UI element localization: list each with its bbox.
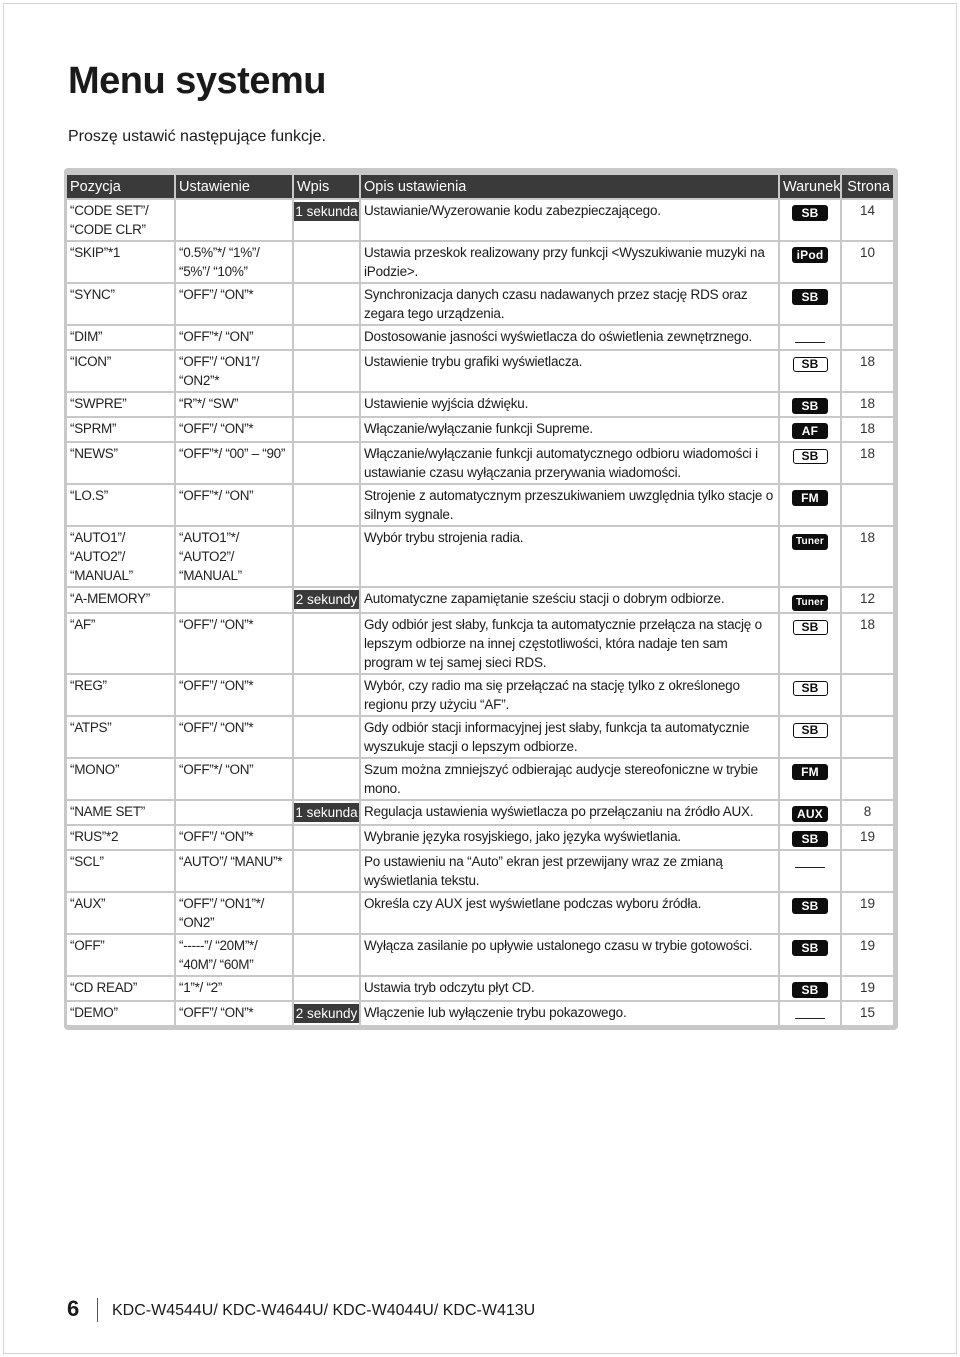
footer-separator — [97, 1298, 98, 1322]
table-header-row — [67, 175, 893, 199]
cell-page — [841, 674, 893, 716]
cell-setting: “OFF”*/ “ON” — [175, 325, 293, 350]
condition-badge: SB — [793, 620, 828, 635]
cell-page — [841, 716, 893, 758]
cell-description: Wybór trybu strojenia radia. — [360, 526, 779, 587]
cell-page: 19 — [841, 976, 893, 1001]
cell-condition — [779, 976, 841, 1001]
cell-entry — [293, 350, 360, 392]
cell-description: Włączanie/wyłączanie funkcji automatycznego odbioru wiadomości i ustawianie czasu wyłączania przerywania wiadomości. — [360, 442, 779, 484]
cell-setting: “OFF”/ “ON”* — [175, 825, 293, 850]
cell-description: Wybranie języka rosyjskiego, jako języka wyświetlania. — [360, 825, 779, 850]
cell-position: “AUTO1”/ “AUTO2”/ “MANUAL” — [67, 526, 175, 587]
condition-badge: iPod — [792, 247, 828, 263]
cell-entry — [293, 442, 360, 484]
table-row — [67, 674, 893, 716]
condition-badge: SB — [792, 982, 828, 998]
cell-condition — [779, 800, 841, 825]
cell-entry — [293, 976, 360, 1001]
table-row — [67, 484, 893, 526]
cell-setting: “OFF”/ “ON”* — [175, 674, 293, 716]
table-row — [67, 417, 893, 442]
table-row — [67, 716, 893, 758]
condition-badge: FM — [792, 764, 828, 780]
cell-setting: “-----”/ “20M”*/ “40M”/ “60M” — [175, 934, 293, 976]
cell-position: “RUS”*2 — [67, 825, 175, 850]
table-row — [67, 825, 893, 850]
cell-description: Dostosowanie jasności wyświetlacza do oświetlenia zewnętrznego. — [360, 325, 779, 350]
condition-badge: AF — [792, 423, 828, 439]
entry-duration-badge: 2 sekundy — [295, 1006, 358, 1021]
intro-text: Proszę ustawić następujące funkcje. — [68, 128, 326, 145]
cell-page — [841, 758, 893, 800]
cell-position: “CD READ” — [67, 976, 175, 1001]
cell-setting: “OFF”/ “ON”* — [175, 1001, 293, 1025]
cell-setting: “OFF”/ “ON”* — [175, 417, 293, 442]
cell-description: Wybór, czy radio ma się przełączać na stację tylko z określonego regionu przy użyciu “AF”. — [360, 674, 779, 716]
dash-icon — [795, 1018, 825, 1019]
condition-badge: SB — [792, 898, 828, 914]
cell-entry — [293, 716, 360, 758]
cell-position: “ICON” — [67, 350, 175, 392]
cell-condition — [779, 825, 841, 850]
entry-duration-badge: 1 sekunda — [295, 204, 358, 219]
cell-condition — [779, 283, 841, 325]
cell-position: “DIM” — [67, 325, 175, 350]
cell-page: 14 — [841, 199, 893, 241]
settings-table — [67, 175, 893, 1025]
cell-position: “CODE SET”/ “CODE CLR” — [67, 199, 175, 241]
cell-description: Po ustawieniu na “Auto” ekran jest przewijany wraz ze zmianą wyświetlania tekstu. — [360, 850, 779, 892]
entry-duration-badge: 2 sekundy — [295, 592, 358, 607]
cell-condition — [779, 484, 841, 526]
table-row — [67, 1001, 893, 1025]
header-condition: Warunek — [779, 175, 841, 199]
cell-description: Gdy odbiór jest słaby, funkcja ta automatycznie przełącza na stację o lepszym odbiorze na innej częstotliwości, która nadaje ten sam program w tej samej sieci RDS. — [360, 613, 779, 674]
cell-position: “SWPRE” — [67, 392, 175, 417]
cell-position: “AUX” — [67, 892, 175, 934]
table-row — [67, 392, 893, 417]
cell-page: 18 — [841, 526, 893, 587]
table-row — [67, 850, 893, 892]
condition-badge: SB — [792, 398, 828, 414]
cell-setting: “OFF”*/ “ON” — [175, 758, 293, 800]
condition-badge: FM — [792, 490, 828, 506]
cell-position: “MONO” — [67, 758, 175, 800]
cell-setting: “AUTO”/ “MANU”* — [175, 850, 293, 892]
cell-setting: “R”*/ “SW” — [175, 392, 293, 417]
header-description: Opis ustawienia — [360, 175, 779, 199]
cell-setting: “0.5%”*/ “1%”/ “5%”/ “10%” — [175, 241, 293, 283]
cell-description: Określa czy AUX jest wyświetlane podczas wyboru źródła. — [360, 892, 779, 934]
table-row — [67, 892, 893, 934]
cell-entry — [293, 934, 360, 976]
cell-page: 18 — [841, 417, 893, 442]
table-row — [67, 283, 893, 325]
cell-setting: “OFF”/ “ON”* — [175, 283, 293, 325]
cell-setting: “OFF”/ “ON”* — [175, 716, 293, 758]
cell-entry — [293, 199, 360, 241]
condition-badge: SB — [792, 289, 828, 305]
cell-page: 18 — [841, 442, 893, 484]
cell-description: Ustawienie wyjścia dźwięku. — [360, 392, 779, 417]
condition-badge: SB — [793, 681, 828, 696]
cell-page — [841, 325, 893, 350]
cell-entry — [293, 484, 360, 526]
cell-position: “OFF” — [67, 934, 175, 976]
cell-description: Ustawianie/Wyzerowanie kodu zabezpieczającego. — [360, 199, 779, 241]
cell-setting: “OFF”*/ “ON” — [175, 484, 293, 526]
cell-entry — [293, 325, 360, 350]
footer-models: KDC-W4544U/ KDC-W4644U/ KDC-W4044U/ KDC-W413U — [112, 1302, 536, 1319]
cell-condition — [779, 850, 841, 892]
cell-condition — [779, 758, 841, 800]
cell-setting: “OFF”*/ “00” – “90” — [175, 442, 293, 484]
cell-page: 18 — [841, 613, 893, 674]
cell-position: “AF” — [67, 613, 175, 674]
table-row — [67, 526, 893, 587]
cell-setting: “OFF”/ “ON1”*/ “ON2” — [175, 892, 293, 934]
cell-page: 19 — [841, 825, 893, 850]
header-setting: Ustawienie — [175, 175, 293, 199]
cell-position: “LO.S” — [67, 484, 175, 526]
cell-page — [841, 484, 893, 526]
cell-page: 19 — [841, 892, 893, 934]
cell-entry — [293, 392, 360, 417]
cell-position: “SCL” — [67, 850, 175, 892]
condition-badge: SB — [793, 357, 828, 372]
cell-entry — [293, 587, 360, 613]
cell-condition — [779, 350, 841, 392]
cell-condition — [779, 392, 841, 417]
condition-badge: Tuner — [792, 534, 828, 550]
cell-entry — [293, 758, 360, 800]
cell-position: “NAME SET” — [67, 800, 175, 825]
table-row — [67, 350, 893, 392]
cell-description: Włączanie/wyłączanie funkcji Supreme. — [360, 417, 779, 442]
table-row — [67, 325, 893, 350]
cell-condition — [779, 442, 841, 484]
cell-position: “REG” — [67, 674, 175, 716]
cell-condition — [779, 325, 841, 350]
condition-badge: SB — [792, 831, 828, 847]
cell-page: 15 — [841, 1001, 893, 1025]
cell-page: 18 — [841, 392, 893, 417]
condition-badge: AUX — [792, 806, 828, 822]
cell-position: “ATPS” — [67, 716, 175, 758]
cell-condition — [779, 892, 841, 934]
cell-page: 10 — [841, 241, 893, 283]
table-row — [67, 934, 893, 976]
condition-badge: SB — [793, 449, 828, 464]
cell-entry — [293, 850, 360, 892]
cell-setting — [175, 800, 293, 825]
table-row — [67, 442, 893, 484]
table-row — [67, 976, 893, 1001]
page-title: Menu systemu — [68, 60, 326, 102]
table-row — [67, 241, 893, 283]
cell-entry — [293, 1001, 360, 1025]
cell-setting: “OFF”/ “ON1”/ “ON2”* — [175, 350, 293, 392]
dash-icon — [795, 867, 825, 868]
cell-page: 12 — [841, 587, 893, 613]
condition-badge: SB — [793, 723, 828, 738]
cell-position: “SPRM” — [67, 417, 175, 442]
cell-entry — [293, 283, 360, 325]
cell-entry — [293, 526, 360, 587]
cell-entry — [293, 825, 360, 850]
dash-icon — [795, 342, 825, 343]
entry-duration-badge: 1 sekunda — [295, 805, 358, 820]
cell-setting: “AUTO1”*/ “AUTO2”/ “MANUAL” — [175, 526, 293, 587]
cell-condition — [779, 716, 841, 758]
cell-page: 8 — [841, 800, 893, 825]
cell-description: Automatyczne zapamiętanie sześciu stacji o dobrym odbiorze. — [360, 587, 779, 613]
cell-condition — [779, 613, 841, 674]
cell-description: Regulacja ustawienia wyświetlacza po przełączaniu na źródło AUX. — [360, 800, 779, 825]
cell-condition — [779, 587, 841, 613]
cell-page: 19 — [841, 934, 893, 976]
table-body — [67, 199, 893, 1025]
condition-badge: Tuner — [792, 595, 828, 611]
cell-description: Ustawienie trybu grafiki wyświetlacza. — [360, 350, 779, 392]
cell-description: Gdy odbiór stacji informacyjnej jest słaby, funkcja ta automatycznie wyszukuje stacji o lepszym odbiorze. — [360, 716, 779, 758]
table-row — [67, 758, 893, 800]
cell-condition — [779, 674, 841, 716]
cell-condition — [779, 526, 841, 587]
cell-description: Ustawia przeskok realizowany przy funkcji <Wyszukiwanie muzyki na iPodzie>. — [360, 241, 779, 283]
footer-page-number: 6 — [67, 1296, 80, 1321]
cell-setting — [175, 199, 293, 241]
cell-entry — [293, 800, 360, 825]
cell-position: “NEWS” — [67, 442, 175, 484]
cell-condition — [779, 199, 841, 241]
cell-entry — [293, 892, 360, 934]
cell-description: Wyłącza zasilanie po upływie ustalonego czasu w trybie gotowości. — [360, 934, 779, 976]
cell-description: Szum można zmniejszyć odbierając audycje stereofoniczne w trybie mono. — [360, 758, 779, 800]
cell-page — [841, 283, 893, 325]
header-entry: Wpis — [293, 175, 360, 199]
cell-condition — [779, 241, 841, 283]
condition-badge: SB — [792, 205, 828, 221]
cell-entry — [293, 674, 360, 716]
header-page: Strona — [841, 175, 893, 199]
cell-position: “A-MEMORY” — [67, 587, 175, 613]
cell-setting — [175, 587, 293, 613]
table-row — [67, 800, 893, 825]
cell-setting: “1”*/ “2” — [175, 976, 293, 1001]
cell-entry — [293, 417, 360, 442]
table-row — [67, 587, 893, 613]
cell-page — [841, 850, 893, 892]
table-row — [67, 613, 893, 674]
cell-description: Synchronizacja danych czasu nadawanych przez stację RDS oraz zegara tego urządzenia. — [360, 283, 779, 325]
cell-position: “SKIP”*1 — [67, 241, 175, 283]
table-row — [67, 199, 893, 241]
cell-position: “SYNC” — [67, 283, 175, 325]
cell-entry — [293, 613, 360, 674]
cell-condition — [779, 934, 841, 976]
cell-description: Włączenie lub wyłączenie trybu pokazowego. — [360, 1001, 779, 1025]
cell-condition — [779, 417, 841, 442]
header-position: Pozycja — [67, 175, 175, 199]
cell-description: Strojenie z automatycznym przeszukiwaniem uwzględnia tylko stacje o silnym sygnale. — [360, 484, 779, 526]
condition-badge: SB — [792, 940, 828, 956]
cell-entry — [293, 241, 360, 283]
cell-setting: “OFF”/ “ON”* — [175, 613, 293, 674]
cell-position: “DEMO” — [67, 1001, 175, 1025]
cell-condition — [779, 1001, 841, 1025]
cell-description: Ustawia tryb odczytu płyt CD. — [360, 976, 779, 1001]
cell-page: 18 — [841, 350, 893, 392]
